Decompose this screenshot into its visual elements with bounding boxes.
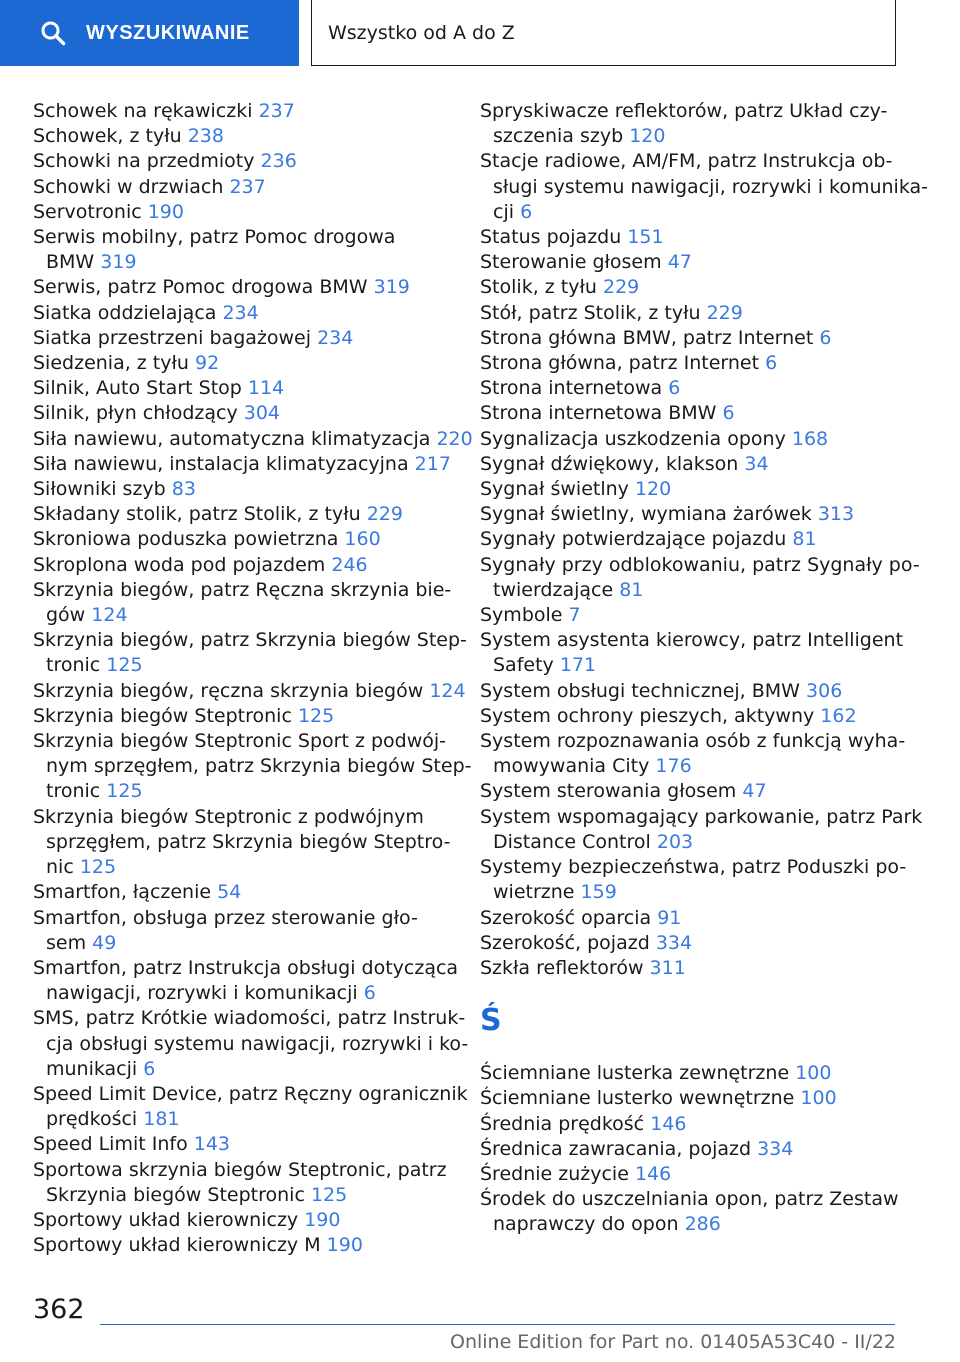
- index-entry: [33, 1006, 469, 1082]
- footer-edition: Online Edition for Part no. 01405A53C40 - II/22: [449, 1331, 896, 1353]
- index-entry-text: Środek do uszczelniania opon, patrz Zestaw: [480, 1188, 899, 1211]
- index-entry-text: Schowki na przedmioty: [33, 150, 255, 173]
- index-entry: [33, 527, 453, 552]
- page-link[interactable]: 319: [373, 276, 410, 299]
- page-link[interactable]: 81: [619, 578, 644, 601]
- index-entry: [480, 931, 910, 956]
- index-entry-text: Szerokość, pojazd: [480, 931, 650, 954]
- index-entry-text: Siatka przestrzeni bagażowej: [33, 326, 312, 349]
- index-entry: [33, 578, 453, 628]
- page-link[interactable]: 237: [229, 175, 266, 198]
- index-entry-text: Ściemniane lusterka zewnętrzne: [480, 1062, 790, 1085]
- page-link[interactable]: 100: [800, 1087, 837, 1110]
- page-link[interactable]: 229: [706, 301, 743, 324]
- index-entry-text: Silnik, Auto Start Stop: [33, 377, 242, 400]
- index-entry-text: munikacji: [46, 1057, 138, 1080]
- page-link[interactable]: 190: [304, 1208, 341, 1231]
- page-link[interactable]: 162: [820, 704, 857, 727]
- index-entry: [33, 376, 453, 401]
- index-entry-text: BMW: [46, 251, 95, 274]
- index-entry: [33, 99, 453, 124]
- page-link[interactable]: 159: [580, 881, 617, 904]
- index-entry: [33, 1208, 453, 1233]
- index-entry-text: sem: [46, 931, 87, 954]
- page-link[interactable]: 49: [92, 931, 117, 954]
- search-label: WYSZUKIWANIE: [86, 21, 250, 44]
- index-entry-text: Serwis mobilny, patrz Pomoc drogowa: [33, 226, 396, 249]
- footer-divider: [100, 1324, 895, 1325]
- page-link[interactable]: 120: [634, 478, 672, 501]
- index-entry-text: Siłowniki szyb: [33, 478, 166, 501]
- index-entry: [480, 376, 910, 401]
- index-entry-text: Silnik, płyn chłodzący: [33, 402, 238, 425]
- index-entry: [33, 956, 459, 1006]
- index-entry: [33, 351, 453, 376]
- page-link[interactable]: 151: [627, 226, 664, 249]
- index-entry: [480, 527, 910, 552]
- top-bar: [0, 0, 960, 68]
- index-entry-text: Sygnał świetlny: [480, 478, 629, 501]
- page-link[interactable]: 6: [363, 982, 376, 1005]
- index-entry-text: tronic: [46, 780, 101, 803]
- index-entry-text: cji: [493, 200, 515, 223]
- index-entry-text: wietrzne: [493, 881, 575, 904]
- index-entry: [480, 502, 910, 527]
- index-entry-text: Skrzynia biegów Steptronic Sport z podwój-: [33, 730, 447, 753]
- page-link[interactable]: 125: [79, 856, 117, 879]
- index-entry: [480, 250, 910, 275]
- index-entry: [480, 275, 910, 300]
- index-entry-text: Siatka oddzielająca: [33, 301, 217, 324]
- index-entry-text: Sygnały przy odblokowaniu, patrz Sygnały po-: [480, 553, 920, 576]
- page-link[interactable]: 176: [655, 755, 692, 778]
- index-entry: [480, 99, 910, 149]
- index-entry-text: nawigacji, rozrywki i komunikacji: [46, 982, 358, 1005]
- index-entry-text: sprzęgłem, patrz Skrzynia biegów Steptro-: [46, 830, 451, 853]
- index-entry: [480, 805, 923, 855]
- index-entry-text: System wspomagający parkowanie, patrz Park: [480, 805, 923, 828]
- index-entry: [480, 1112, 910, 1137]
- index-entry-text: Spryskiwacze reflektorów, patrz Układ czy-: [480, 100, 888, 122]
- index-entry-text: Serwis, patrz Pomoc drogowa BMW: [33, 276, 368, 299]
- page-link[interactable]: 125: [297, 704, 335, 727]
- page-link[interactable]: 120: [629, 125, 666, 148]
- index-entry: [480, 401, 910, 426]
- index-entry-text: gów: [46, 604, 86, 627]
- page-link[interactable]: 246: [331, 553, 368, 576]
- index-entry-text: Smartfon, patrz Instrukcja obsługi dotycząca: [33, 956, 459, 979]
- index-entry: [33, 1158, 453, 1208]
- index-entry-text: Skroniowa poduszka powietrzna: [33, 528, 339, 551]
- index-entry: [480, 553, 920, 603]
- index-entry-text: Symbole: [480, 604, 563, 627]
- page-link[interactable]: 6: [722, 402, 735, 425]
- index-entry: [33, 452, 453, 477]
- index-entry: [33, 1132, 453, 1157]
- index-column-right: [480, 99, 928, 1238]
- index-entry-text: Średnica zawracania, pojazd: [480, 1137, 752, 1160]
- index-entry: [33, 175, 453, 200]
- page-link[interactable]: 47: [742, 780, 767, 803]
- breadcrumb[interactable]: [311, 0, 896, 66]
- index-entry-text: System rozpoznawania osób z funkcją wyha-: [480, 730, 906, 753]
- page-link[interactable]: 319: [100, 251, 137, 274]
- page-link[interactable]: 203: [656, 830, 694, 853]
- breadcrumb-label: Wszystko od A do Z: [328, 21, 515, 44]
- index-entry: [33, 427, 473, 452]
- index-entry: [33, 704, 453, 729]
- index-entry: [33, 326, 453, 351]
- index-entry-text: Szerokość oparcia: [480, 906, 652, 929]
- page-link[interactable]: 229: [602, 276, 640, 299]
- index-entry-text: Skrzynia biegów, patrz Ręczna skrzynia bie-: [33, 578, 452, 601]
- page-link[interactable]: 146: [650, 1112, 687, 1135]
- index-entry: [480, 628, 910, 678]
- index-entry-text: Szkła reflektorów: [480, 956, 644, 979]
- index-entry-text: Ściemniane lusterko wewnętrzne: [480, 1087, 795, 1110]
- index-entry: [480, 1162, 910, 1187]
- index-entry: [480, 452, 910, 477]
- index-entry-text: Status pojazdu: [480, 226, 622, 249]
- page-link[interactable]: 6: [520, 200, 533, 223]
- index-entry-text: Speed Limit Device, patrz Ręczny ogranicznik: [33, 1082, 468, 1105]
- page-link[interactable]: 6: [819, 326, 832, 349]
- index-entry-text: System obsługi technicznej, BMW: [480, 679, 800, 702]
- index-entry: [33, 553, 453, 578]
- index-entry: [480, 906, 910, 931]
- index-entry-text: Średnie zużycie: [480, 1162, 629, 1185]
- page-link[interactable]: 81: [792, 528, 817, 551]
- index-entry: [480, 704, 910, 729]
- index-entry-text: Skrzynia biegów Steptronic: [46, 1183, 305, 1206]
- index-entry-text: Distance Control: [493, 830, 651, 853]
- page-link[interactable]: 220: [436, 427, 473, 450]
- index-entry-text: Siła nawiewu, automatyczna klimatyzacja: [33, 427, 431, 450]
- page-link[interactable]: 190: [326, 1234, 363, 1257]
- index-entry: [480, 1061, 910, 1086]
- page-link[interactable]: 100: [795, 1062, 832, 1085]
- index-entry-text: Skrzynia biegów Steptronic: [33, 704, 292, 727]
- index-entry-text: tronic: [46, 654, 101, 677]
- index-entry: [33, 200, 453, 225]
- page-link[interactable]: 171: [559, 654, 597, 677]
- index-entry-text: Smartfon, obsługa przez sterowanie gło-: [33, 906, 418, 929]
- index-entry-text: Średnia prędkość: [480, 1112, 645, 1135]
- page-link[interactable]: 114: [247, 377, 285, 400]
- index-entry: [33, 225, 453, 275]
- index-entry-text: Stolik, z tyłu: [480, 276, 597, 299]
- index-entry: [33, 679, 466, 704]
- index-entry: [480, 956, 910, 981]
- page-link[interactable]: 125: [310, 1183, 348, 1206]
- index-entry-text: Safety: [493, 654, 554, 677]
- index-column-left: [33, 99, 473, 1258]
- index-entry: [480, 779, 910, 804]
- page-link[interactable]: 286: [684, 1213, 721, 1236]
- page-link[interactable]: 236: [260, 150, 297, 173]
- page-link[interactable]: 237: [258, 100, 295, 122]
- index-entry: [480, 149, 928, 225]
- page-link[interactable]: 124: [429, 679, 466, 702]
- index-entry: [33, 628, 467, 678]
- index-entry-text: Sygnały potwierdzające pojazdu: [480, 528, 787, 551]
- index-entry: [480, 1086, 910, 1111]
- index-entry: [33, 729, 472, 805]
- index-entry-text: Składany stolik, patrz Stolik, z tyłu: [33, 503, 361, 526]
- index-entry-text: szczenia szyb: [493, 125, 624, 148]
- index-entry-text: SMS, patrz Krótkie wiadomości, patrz Instruk-: [33, 1007, 466, 1030]
- index-entry-text: Skrzynia biegów Steptronic z podwójnym: [33, 805, 424, 828]
- index-entry-text: Skrzynia biegów, ręczna skrzynia biegów: [33, 679, 424, 702]
- page-link[interactable]: 124: [91, 604, 128, 627]
- page-link[interactable]: 217: [414, 452, 451, 475]
- index-entry-text: System asystenta kierowcy, patrz Intelligent: [480, 629, 904, 652]
- index-entry-text: sługi systemu nawigacji, rozrywki i komunika-: [493, 175, 928, 198]
- index-entry: [33, 275, 453, 300]
- index-entry-text: Sygnał świetlny, wymiana żarówek: [480, 503, 812, 526]
- search-icon: [40, 20, 66, 46]
- index-entry: [33, 805, 453, 881]
- index-entry-text: Systemy bezpieczeństwa, patrz Poduszki po-: [480, 856, 907, 879]
- index-entry-text: Strona internetowa BMW: [480, 402, 717, 425]
- index-entry-text: mowywania City: [493, 755, 650, 778]
- page-link[interactable]: 168: [791, 427, 829, 450]
- index-entry: [480, 351, 910, 376]
- index-entry-text: Sygnał dźwiękowy, klakson: [480, 452, 739, 475]
- index-entry: [33, 906, 453, 956]
- page-link[interactable]: 234: [317, 326, 354, 349]
- index-entry-text: Sterowanie głosem: [480, 251, 662, 274]
- index-entry: [480, 679, 910, 704]
- index-entry-text: nym sprzęgłem, patrz Skrzynia biegów Step-: [46, 755, 472, 778]
- index-entry-text: cja obsługi systemu nawigacji, rozrywki i ko-: [46, 1032, 469, 1055]
- index-entry-text: Schowek, z tyłu: [33, 125, 182, 148]
- index-entry: [480, 427, 910, 452]
- index-entry-text: Skroplona woda pod pojazdem: [33, 553, 326, 576]
- page-link[interactable]: 229: [366, 503, 403, 526]
- index-entry-text: Schowki w drzwiach: [33, 175, 224, 198]
- page-link[interactable]: 304: [243, 402, 280, 425]
- page-link[interactable]: 238: [187, 125, 224, 148]
- index-entry-text: Sportowy układ kierowniczy M: [33, 1234, 321, 1257]
- index-entry-text: Strona główna, patrz Internet: [480, 352, 760, 375]
- page-link[interactable]: 313: [817, 503, 855, 526]
- page-link[interactable]: 181: [143, 1108, 180, 1131]
- index-entry: [480, 326, 910, 351]
- index-entry-text: Sportowy układ kierowniczy: [33, 1208, 299, 1231]
- page-link[interactable]: 160: [344, 528, 381, 551]
- index-entry-text: Strona internetowa: [480, 377, 663, 400]
- page-link[interactable]: 6: [765, 352, 778, 375]
- index-entry: [480, 603, 910, 628]
- page-number: 362: [33, 1294, 85, 1325]
- index-entry: [480, 1187, 910, 1237]
- index-entry: [33, 1233, 453, 1258]
- index-entry-text: System sterowania głosem: [480, 780, 737, 803]
- index-entry: [33, 1082, 468, 1132]
- index-entry: [480, 225, 910, 250]
- index-entry-text: System ochrony pieszych, aktywny: [480, 704, 815, 727]
- page-link[interactable]: 92: [195, 352, 220, 375]
- index-entry: [480, 729, 910, 779]
- page-link[interactable]: 143: [193, 1133, 231, 1156]
- index-entry: [480, 301, 910, 326]
- page-link[interactable]: 125: [106, 780, 143, 803]
- index-entry-text: prędkości: [46, 1108, 138, 1131]
- page-link[interactable]: 146: [634, 1162, 672, 1185]
- index-entry-text: naprawczy do opon: [493, 1213, 679, 1236]
- page-link[interactable]: 234: [222, 301, 259, 324]
- index-entry-text: Strona główna BMW, patrz Internet: [480, 326, 814, 349]
- index-entry-text: Sportowa skrzynia biegów Steptronic, patrz: [33, 1158, 447, 1181]
- index-entry-text: Stacje radiowe, AM/FM, patrz Instrukcja ob-: [480, 150, 893, 173]
- search-button[interactable]: [0, 0, 299, 66]
- index-entry-text: Smartfon, łączenie: [33, 881, 212, 904]
- page-link[interactable]: 306: [806, 679, 843, 702]
- page-link[interactable]: 190: [147, 200, 184, 223]
- index-entry-text: Skrzynia biegów, patrz Skrzynia biegów Step-: [33, 629, 467, 652]
- page-link[interactable]: 334: [655, 931, 693, 954]
- index-entry: [33, 124, 453, 149]
- index-entry-text: Schowek na rękawiczki: [33, 100, 253, 122]
- index-entry: [480, 1137, 910, 1162]
- index-entry: [480, 855, 910, 905]
- index-entry-text: twierdzające: [493, 578, 614, 601]
- index-entry-text: Speed Limit Info: [33, 1133, 188, 1156]
- index-entry-text: Stół, patrz Stolik, z tyłu: [480, 301, 701, 324]
- page-link[interactable]: 91: [657, 906, 682, 929]
- index-entry: [33, 502, 453, 527]
- index-entry-text: Sygnalizacja uszkodzenia opony: [480, 427, 786, 450]
- page-link[interactable]: 34: [744, 452, 769, 475]
- index-entry: [33, 880, 453, 905]
- page-link[interactable]: 6: [668, 377, 681, 400]
- page-link[interactable]: 7: [568, 604, 581, 627]
- index-entry: [33, 301, 453, 326]
- index-entry-text: Siedzenia, z tyłu: [33, 352, 189, 375]
- page-link[interactable]: 6: [143, 1057, 156, 1080]
- page-link[interactable]: 54: [217, 881, 242, 904]
- page-link[interactable]: 334: [757, 1137, 794, 1160]
- page-link[interactable]: 47: [667, 251, 692, 274]
- index-entry: [480, 477, 910, 502]
- index-entry-text: nic: [46, 856, 74, 879]
- page-link[interactable]: 125: [106, 654, 143, 677]
- index-entry: [33, 477, 453, 502]
- section-letter: Ś: [480, 1003, 502, 1039]
- index-entry: [33, 149, 453, 174]
- page-link[interactable]: 83: [171, 478, 196, 501]
- index-entry-text: Siła nawiewu, instalacja klimatyzacyjna: [33, 452, 409, 475]
- index-entry-text: Servotronic: [33, 200, 142, 223]
- page-link[interactable]: 311: [649, 956, 686, 979]
- index-entry: [33, 401, 453, 426]
